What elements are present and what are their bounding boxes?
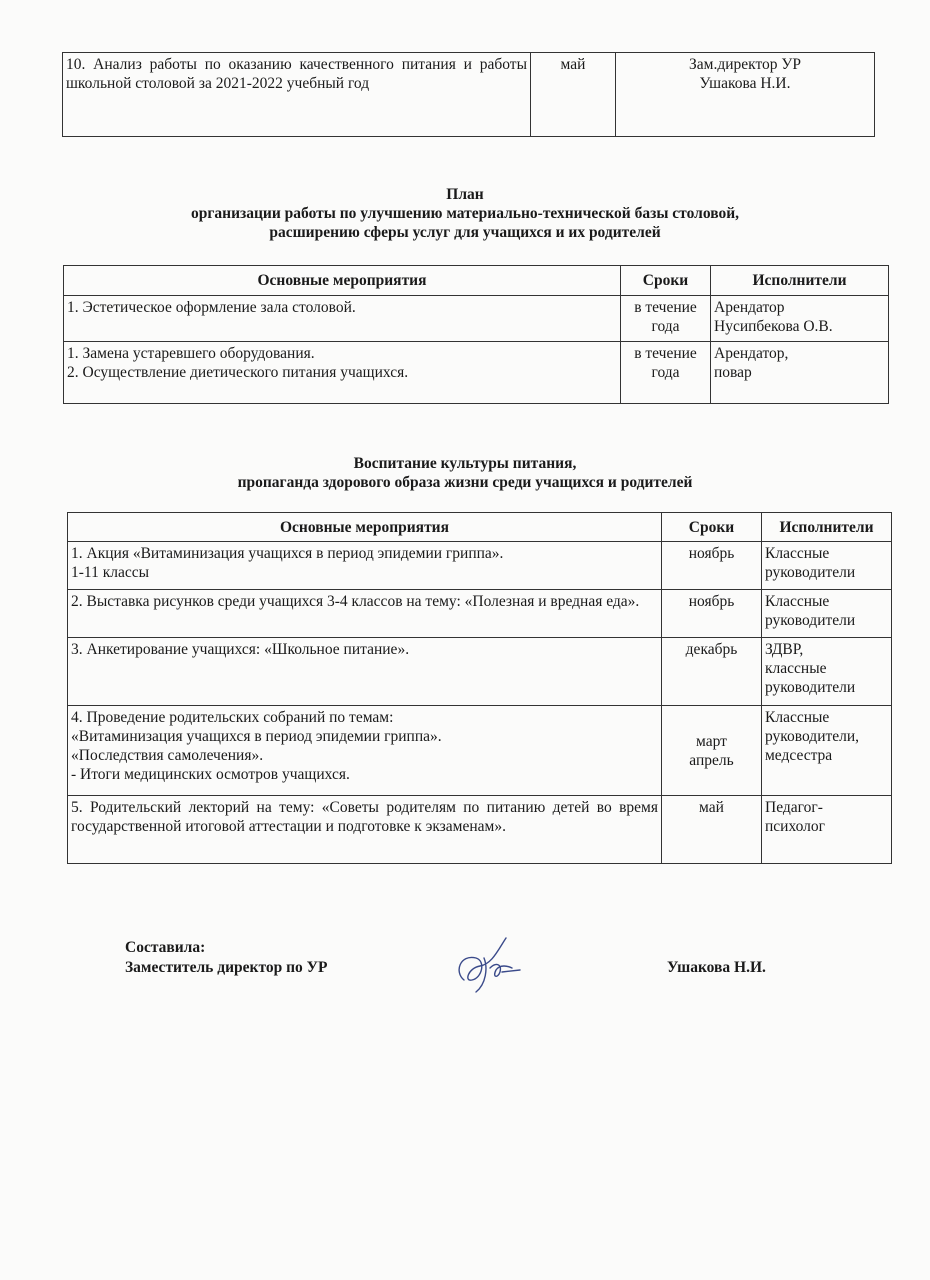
executor-cell: Педагог- психолог: [762, 796, 892, 864]
table-row: [68, 706, 892, 796]
section1-title-line: расширению сферы услуг для учащихся и их родителей: [269, 224, 661, 241]
term-cell: в течение года: [621, 342, 711, 404]
term-cell: май: [662, 796, 762, 864]
section2-title-line: Воспитание культуры питания,: [353, 455, 577, 472]
table-row: [64, 296, 889, 342]
signer-position: Заместитель директор по УР: [125, 959, 328, 976]
term-cell: декабрь: [662, 638, 762, 706]
executor-cell: Зам.директор УР Ушакова Н.И.: [616, 53, 875, 137]
top-plan-table: [62, 52, 875, 137]
table-row: [68, 638, 892, 706]
term-cell: ноябрь: [662, 590, 762, 638]
table-row: [68, 796, 892, 864]
section1-title-line: организации работы по улучшению материально-технической базы столовой,: [190, 205, 740, 222]
table-header-row: [64, 266, 889, 296]
header-executors: Исполнители: [762, 513, 892, 542]
activity-cell: 1. Замена устаревшего оборудования. 2. Осуществление диетического питания учащихся.: [64, 342, 621, 404]
activity-cell: 4. Проведение родительских собраний по темам: «Витаминизация учащихся в период эпидемии гриппа». «Последствия самолечения». - Итоги медицинских осмотров учащихся.: [68, 706, 662, 796]
table-header-row: [68, 513, 892, 542]
term-cell: ноябрь: [662, 542, 762, 590]
header-executors: Исполнители: [711, 266, 889, 296]
header-activities: Основные мероприятия: [68, 513, 662, 542]
activity-cell: 2. Выставка рисунков среди учащихся 3-4 классов на тему: «Полезная и вредная еда».: [68, 590, 662, 638]
activity-cell: 10. Анализ работы по оказанию качественного питания и работы школьной столовой за 2021-2022 учебный год: [63, 53, 531, 137]
executor-cell: Классные руководители: [762, 542, 892, 590]
activity-cell: 5. Родительский лекторий на тему: «Советы родителям по питанию детей во время государственной итоговой аттестации и подготовке к экзаменам».: [68, 796, 662, 864]
section1-title: [0, 185, 930, 242]
executor-cell: ЗДВР, классные руководители: [762, 638, 892, 706]
term-cell: в течение года: [621, 296, 711, 342]
activity-cell: 1. Эстетическое оформление зала столовой.: [64, 296, 621, 342]
term-cell: март апрель: [662, 706, 762, 796]
executor-cell: Арендатор Нусипбекова О.В.: [711, 296, 889, 342]
section2-title-line: пропаганда здорового образа жизни среди учащихся и родителей: [237, 474, 693, 491]
section2-title: [0, 454, 930, 492]
executor-cell: Классные руководители: [762, 590, 892, 638]
header-activities: Основные мероприятия: [64, 266, 621, 296]
section1-title-line: План: [446, 186, 484, 203]
section2-table: [67, 512, 892, 864]
header-terms: Сроки: [662, 513, 762, 542]
signer-name: Ушакова Н.И.: [667, 959, 766, 976]
table-row: [63, 53, 875, 137]
table-row: [68, 590, 892, 638]
section1-table: [63, 265, 889, 404]
executor-cell: Арендатор, повар: [711, 342, 889, 404]
table-row: [64, 342, 889, 404]
executor-cell: Классные руководители, медсестра: [762, 706, 892, 796]
table-row: [68, 542, 892, 590]
header-terms: Сроки: [621, 266, 711, 296]
handwritten-signature: [446, 928, 528, 998]
term-cell: май: [531, 53, 616, 137]
activity-cell: 3. Анкетирование учащихся: «Школьное питание».: [68, 638, 662, 706]
compiled-by-label: Составила:: [125, 939, 206, 956]
activity-cell: 1. Акция «Витаминизация учащихся в период эпидемии гриппа». 1-11 классы: [68, 542, 662, 590]
